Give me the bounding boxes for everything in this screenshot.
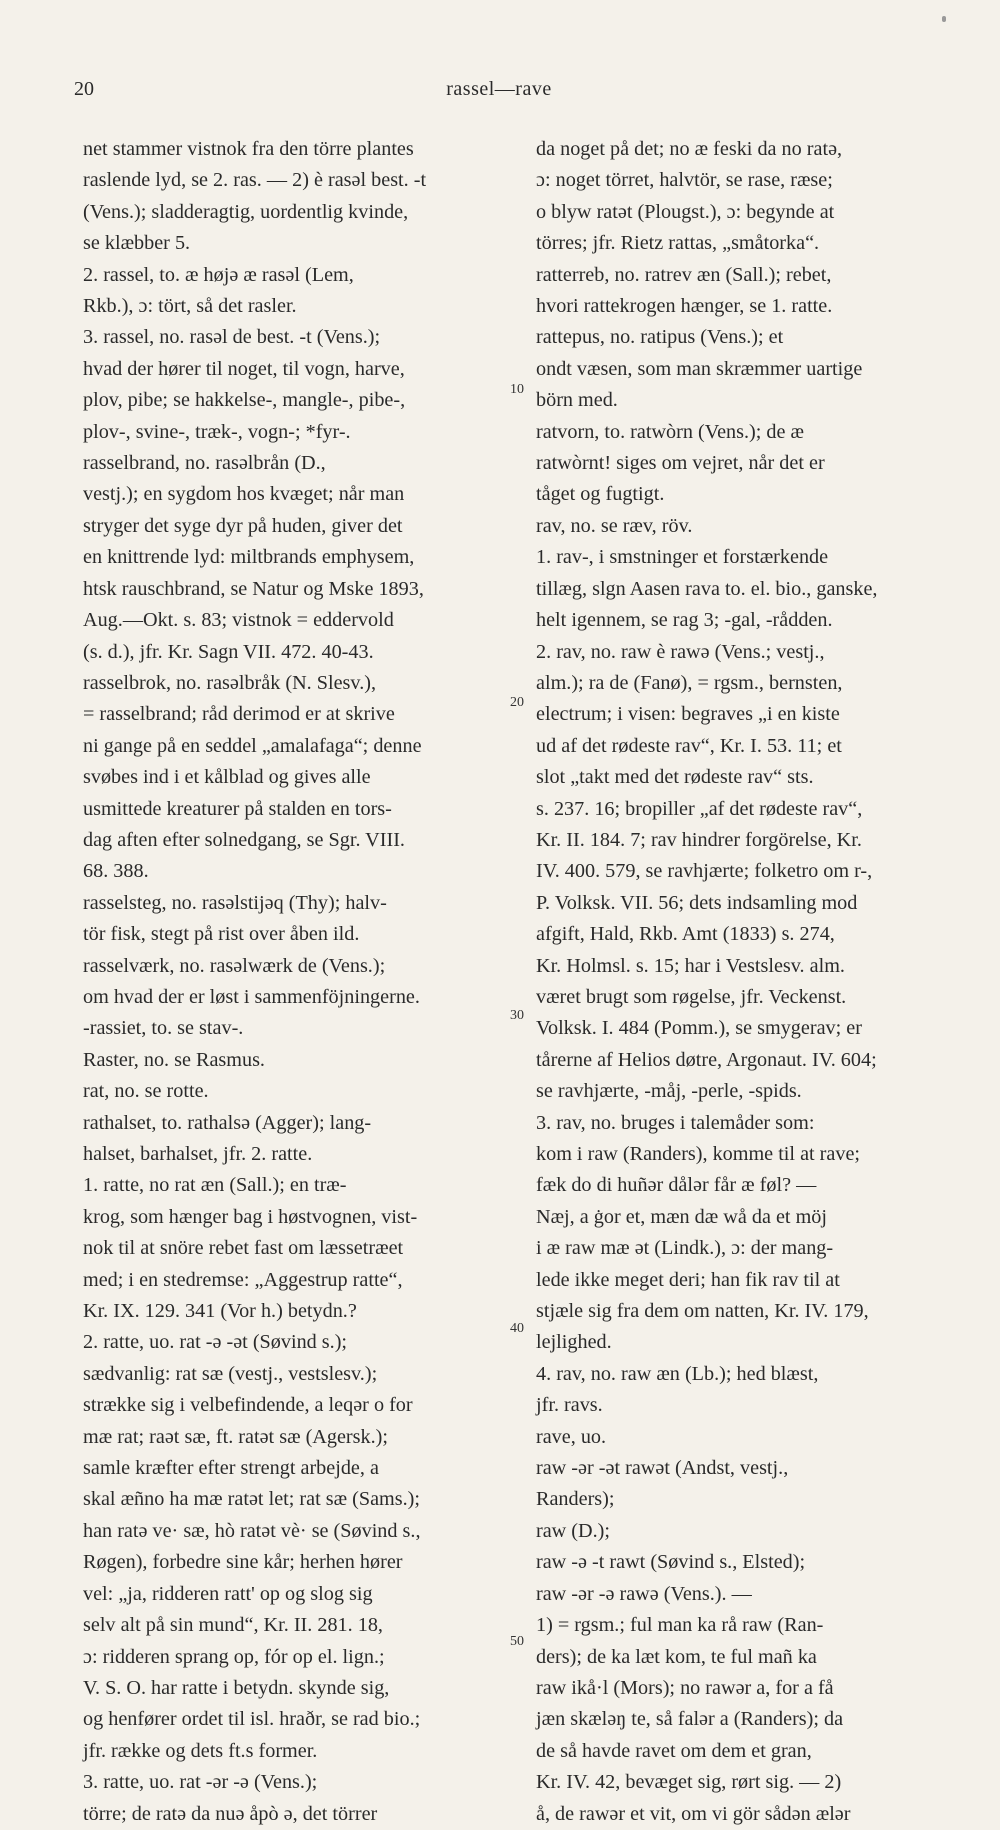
text-line: = rasselbrand; råd derimod er at skrive — [83, 703, 395, 726]
text-line: 3. ratte, uo. rat -ər -ə (Vens.); — [83, 1771, 318, 1794]
text-line: kom i raw (Randers), komme til at rave; — [536, 1143, 861, 1165]
text-line: Aug.—Okt. s. 83; vistnok = eddervold — [83, 609, 394, 632]
text-line: været brugt som røgelse, jfr. Veckenst. — [536, 985, 847, 1008]
text-line: 1) = rgsm.; ful man ka rå raw (Ran- — [536, 1614, 824, 1637]
text-line: Kr. II. 184. 7; rav hindrer forgörelse, Kr. — [536, 828, 862, 851]
text-line: tåget og fugtigt. — [536, 483, 665, 506]
text-line: raw -ə -t rawt (Søvind s., Elsted); — [536, 1551, 806, 1574]
text-line: hvad der hører til noget, til vogn, harve, — [83, 357, 405, 380]
text-line: 4. rav, no. raw æn (Lb.); hed blæst, — [536, 1362, 819, 1385]
text-line: V. S. O. har ratte i betydn. skynde sig, — [83, 1676, 390, 1699]
text-line: P. Volksk. VII. 56; dets indsamling mod — [536, 891, 858, 914]
text-line: Kr. Holmsl. s. 15; har i Vestslesv. alm. — [536, 954, 845, 977]
text-line: 1. rav-, i smstninger et forstærkende — [536, 546, 829, 569]
text-line: rasselværk, no. rasəlwærk de (Vens.); — [83, 954, 386, 977]
text-line: plov, pibe; se hakkelse-, mangle-, pibe-, — [83, 389, 406, 412]
text-line: å, de rawər et vit, om vi gör sådən ælər — [536, 1802, 851, 1825]
text-line: fæk do di huñər dålər får æ føl? — — [536, 1174, 817, 1197]
text-line: rav, no. se ræv, röv. — [536, 514, 693, 537]
text-line: 2. rav, no. raw è rawə (Vens.; vestj., — [536, 640, 825, 663]
text-line: se ravhjærte, -måj, -perle, -spids. — [536, 1080, 802, 1103]
text-line: i æ raw mæ ət (Lindk.), ɔ: der mang- — [536, 1237, 834, 1260]
text-line: ɔ: noget törret, halvtör, se rase, ræse; — [536, 169, 833, 192]
text-line: ondt væsen, som man skræmmer uartige — [536, 357, 863, 380]
text-line: Raster, no. se Rasmus. — [83, 1048, 265, 1071]
text-line: börn med. — [536, 389, 618, 412]
text-line: tårerne af Helios døtre, Argonaut. IV. 604; — [536, 1048, 877, 1071]
text-line: 2. ratte, uo. rat -ə -ət (Søvind s.); — [83, 1331, 348, 1354]
text-line: svøbes ind i et kålblad og gives alle — [83, 766, 371, 789]
text-line: lejlighed. — [536, 1331, 612, 1354]
text-line: Kr. IV. 42, bevæget sig, rørt sig. — 2) — [536, 1771, 842, 1794]
text-line: han ratə ve· sæ, hò ratət vè· se (Søvind s., — [83, 1519, 421, 1542]
running-head: rassel—rave — [446, 78, 552, 100]
text-line: törres; jfr. Rietz rattas, „småtorka“. — [536, 232, 820, 255]
text-line: usmittede kreaturer på stalden en tors- — [83, 797, 392, 820]
left-column — [83, 134, 516, 1830]
text-line: 68. 388. — [83, 860, 149, 883]
text-line: alm.); ra de (Fanø), = rgsm., bernsten, — [536, 671, 843, 694]
margin-line-number: 50 — [510, 1634, 524, 1649]
text-line: tillæg, slgn Aasen rava to. el. bio., ganske, — [536, 577, 878, 600]
text-line: stryger det syge dyr på huden, giver det — [83, 514, 403, 537]
text-line: raw -ər -ə rawə (Vens.). — — [536, 1582, 752, 1605]
text-line: (s. d.), jfr. Kr. Sagn VII. 472. 40-43. — [83, 640, 374, 663]
text-line: en knittrende lyd: miltbrands emphysem, — [83, 546, 415, 569]
text-line: krog, som hænger bag i høstvognen, vist- — [83, 1205, 418, 1228]
text-line: Næj, a ġor et, mæn dæ wå da et möj — [536, 1205, 827, 1228]
text-line: ratvorn, to. ratwòrn (Vens.); de æ — [536, 420, 804, 443]
text-line: afgift, Hald, Rkb. Amt (1833) s. 274, — [536, 923, 835, 946]
text-line: raw (D.); — [536, 1519, 610, 1542]
text-line: stjæle sig fra dem om natten, Kr. IV. 179, — [536, 1300, 869, 1323]
text-line: lede ikke meget deri; han fik rav til at — [536, 1268, 840, 1291]
text-line: ratwòrnt! siges om vejret, når det er — [536, 452, 825, 475]
margin-line-number: 40 — [510, 1321, 524, 1336]
text-line: rasselsteg, no. rasəlstijəq (Thy); halv- — [83, 891, 387, 914]
text-line: 2. rassel, to. æ højə æ rasəl (Lem, — [83, 263, 354, 286]
text-line: Randers); — [536, 1488, 615, 1511]
text-line: rave, uo. — [536, 1425, 607, 1448]
text-line: nok til at snöre rebet fast om læssetræet — [83, 1237, 404, 1260]
page-header — [74, 78, 924, 108]
text-line: vel: „ja, ridderen ratt' op og slog sig — [83, 1582, 373, 1605]
text-line: de så havde ravet om dem et gran, — [536, 1739, 812, 1762]
margin-line-number: 30 — [510, 1008, 524, 1023]
text-line: selv alt på sin mund“, Kr. II. 281. 18, — [83, 1614, 383, 1637]
text-line: IV. 400. 579, se ravhjærte; folketro om r-, — [536, 860, 873, 883]
text-line: sædvanlig: rat sæ (vestj., vestslesv.); — [83, 1362, 378, 1385]
text-line: halset, barhalset, jfr. 2. ratte. — [83, 1143, 313, 1165]
text-line: mæ rat; raət sæ, ft. ratət sæ (Agersk.); — [83, 1425, 388, 1448]
text-line: tör fisk, stegt på rist over åben ild. — [83, 923, 360, 946]
text-line: jfr. ravs. — [536, 1394, 603, 1417]
text-line: o blyw ratət (Plougst.), ɔ: begynde at — [536, 200, 835, 223]
text-line: ratterreb, no. ratrev æn (Sall.); rebet, — [536, 263, 832, 286]
text-line: raslende lyd, se 2. ras. — 2) è rasəl best. -t — [83, 169, 427, 192]
text-line: slot „takt med det rødeste rav“ sts. — [536, 766, 814, 789]
text-line: skal æñno ha mæ ratət let; rat sæ (Sams.); — [83, 1488, 420, 1511]
text-line: Rkb.), ɔ: tört, så det rasler. — [83, 295, 297, 318]
text-line: (Vens.); sladderagtig, uordentlig kvinde, — [83, 200, 409, 223]
text-line: electrum; i visen: begraves „i en kiste — [536, 703, 840, 726]
text-line: ɔ: ridderen sprang op, fór op el. lign.; — [83, 1645, 385, 1668]
text-line: rasselbrand, no. rasəlbrån (D., — [83, 452, 326, 475]
text-line: ders); de ka læt kom, te ful mañ ka — [536, 1645, 817, 1668]
text-line: Kr. IX. 129. 341 (Vor h.) betydn.? — [83, 1300, 357, 1323]
text-line: og henfører ordet til isl. hraðr, se rad bio.; — [83, 1708, 421, 1731]
text-line: rathalset, to. rathalsə (Agger); lang- — [83, 1111, 372, 1134]
text-line: raw ikå·l (Mors); no rawər a, for a få — [536, 1676, 834, 1699]
text-line: 3. rassel, no. rasəl de best. -t (Vens.); — [83, 326, 381, 349]
text-line: 1. ratte, no rat æn (Sall.); en træ- — [83, 1174, 347, 1197]
text-line: raw -ər -ət rawət (Andst, vestj., — [536, 1457, 789, 1480]
text-line: ni gange på en seddel „amalafaga“; denne — [83, 734, 422, 757]
text-line: -rassiet, to. se stav-. — [83, 1017, 244, 1040]
text-line: net stammer vistnok fra den törre plantes — [83, 138, 414, 160]
text-line: rat, no. se rotte. — [83, 1080, 209, 1103]
text-line: Volksk. I. 484 (Pomm.), se smygerav; er — [536, 1017, 862, 1040]
page-number: 20 — [74, 78, 94, 100]
text-line: 3. rav, no. bruges i talemåder som: — [536, 1111, 815, 1134]
margin-line-number: 20 — [510, 695, 524, 710]
text-line: se klæbber 5. — [83, 232, 191, 255]
right-column — [536, 134, 1000, 1830]
text-line: s. 237. 16; bropiller „af det rødeste rav“, — [536, 797, 863, 820]
text-line: hvori rattekrogen hænger, se 1. ratte. — [536, 295, 833, 318]
text-line: jfr. række og dets ft.s former. — [83, 1739, 318, 1762]
text-line: ud af det rødeste rav“, Kr. I. 53. 11; et — [536, 734, 842, 757]
text-line: plov-, svine-, træk-, vogn-; *fyr-. — [83, 420, 351, 443]
text-line: dag aften efter solnedgang, se Sgr. VIII. — [83, 828, 405, 851]
paper-speck — [942, 16, 946, 22]
text-line: helt igennem, se rag 3; -gal, -rådden. — [536, 609, 833, 632]
text-line: törre; de ratə da nuə åpò ə, det törrer — [83, 1802, 378, 1825]
text-line: om hvad der er løst i sammenföjningerne. — [83, 985, 420, 1008]
text-line: Røgen), forbedre sine kår; herhen hører — [83, 1551, 403, 1574]
margin-line-number: 10 — [510, 382, 524, 397]
text-line: htsk rauschbrand, se Natur og Mske 1893, — [83, 577, 424, 600]
text-line: med; i en stedremse: „Aggestrup ratte“, — [83, 1268, 403, 1291]
text-line: rasselbrok, no. rasəlbråk (N. Slesv.), — [83, 671, 377, 694]
text-line: strække sig i velbefindende, a leqər o for — [83, 1394, 413, 1417]
text-line: da noget på det; no æ feski da no ratə, — [536, 138, 843, 160]
text-line: samle kræfter efter strengt arbejde, a — [83, 1457, 379, 1480]
text-line: vestj.); en sygdom hos kvæget; når man — [83, 483, 405, 506]
text-line: jæn skæləŋ te, så falər a (Randers); da — [536, 1708, 844, 1731]
text-line: rattepus, no. ratipus (Vens.); et — [536, 326, 784, 349]
